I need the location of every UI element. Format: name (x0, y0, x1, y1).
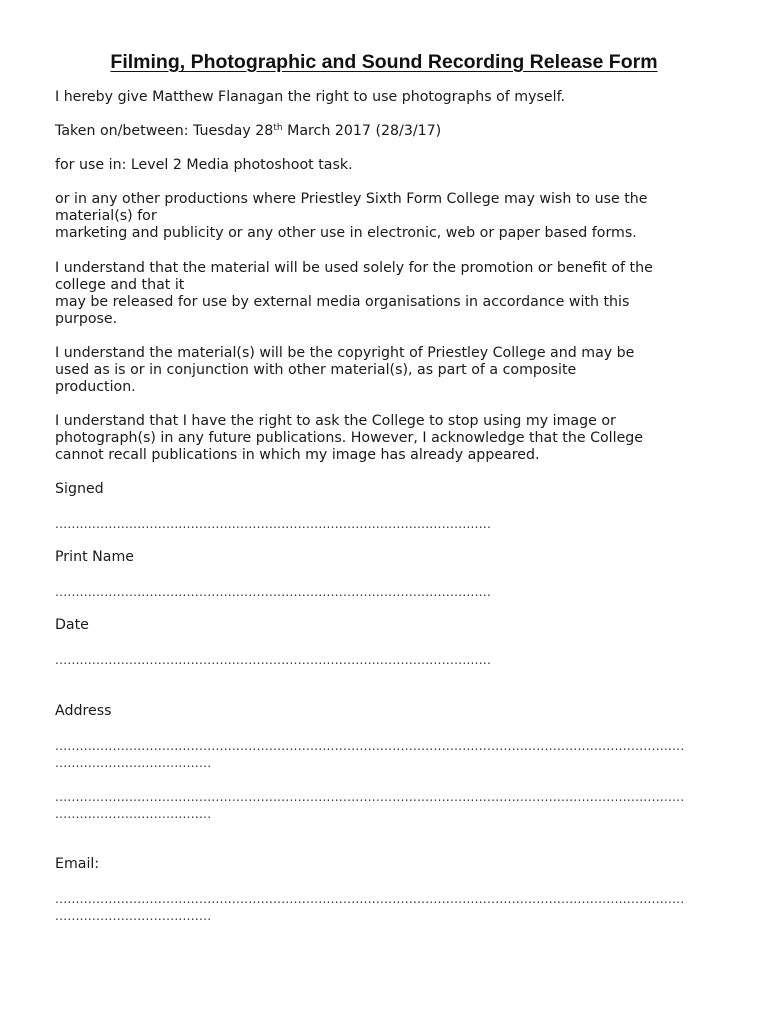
paragraph-line: cannot recall publications in which my image has already appeared. (55, 447, 540, 463)
address-field-line-2-wrap[interactable]: ...................................... (55, 807, 212, 821)
taken-suffix: March 2017 (28/3/17) (282, 123, 442, 139)
paragraph-line: marketing and publicity or any other use in electronic, web or paper based forms. (55, 225, 637, 241)
paragraph-line: may be released for use by external media organisations in accordance with this (55, 294, 630, 310)
paragraph-line: used as is or in conjunction with other material(s), as part of a composite (55, 362, 577, 378)
paragraph-promotion (55, 260, 725, 328)
address-field-line-1-wrap[interactable]: ...................................... (55, 756, 212, 770)
intro-text: I hereby give Matthew Flanagan the right to use photographs of myself. (55, 89, 566, 105)
paragraph-line: I understand that I have the right to ask the College to stop using my image or (55, 413, 616, 429)
date-field[interactable]: .......................................................................................................... (55, 653, 492, 667)
paragraph-line: purpose. (55, 311, 118, 327)
use-in-text: for use in: Level 2 Media photoshoot task. (55, 157, 353, 173)
signed-label: Signed (55, 481, 104, 497)
paragraph-line: or in any other productions where Priestley Sixth Form College may wish to use the (55, 191, 648, 207)
email-label: Email: (55, 856, 100, 872)
taken-prefix: Taken on/between: Tuesday 28 (55, 123, 274, 139)
paragraph-line: I understand the material(s) will be the copyright of Priestley College and may be (55, 345, 635, 361)
paragraph-rights (55, 413, 725, 464)
paragraph-line: photograph(s) in any future publications. However, I acknowledge that the College (55, 430, 644, 446)
email-field[interactable]: ......................................................................................................................................................... (55, 892, 685, 906)
print-name-label: Print Name (55, 549, 135, 565)
paragraph-line: college and that it (55, 277, 185, 293)
date-label: Date (55, 617, 89, 633)
taken-superscript: th (273, 123, 283, 133)
address-label: Address (55, 703, 112, 719)
address-field-line-2[interactable]: ......................................................................................................................................................... (55, 790, 685, 804)
form-title: Filming, Photographic and Sound Recording Release Form (110, 51, 658, 73)
paragraph-line: I understand that the material will be used solely for the promotion or benefit of the (55, 260, 653, 276)
taken-date-text (55, 123, 725, 140)
paragraph-copyright (55, 345, 725, 396)
print-name-field[interactable]: .......................................................................................................... (55, 585, 492, 599)
paragraph-productions (55, 191, 725, 242)
email-field-wrap[interactable]: ...................................... (55, 909, 212, 923)
address-field-line-1[interactable]: ......................................................................................................................................................... (55, 739, 685, 753)
signed-field[interactable]: .......................................................................................................... (55, 517, 492, 531)
paragraph-line: production. (55, 379, 136, 395)
paragraph-line: material(s) for (55, 208, 157, 224)
